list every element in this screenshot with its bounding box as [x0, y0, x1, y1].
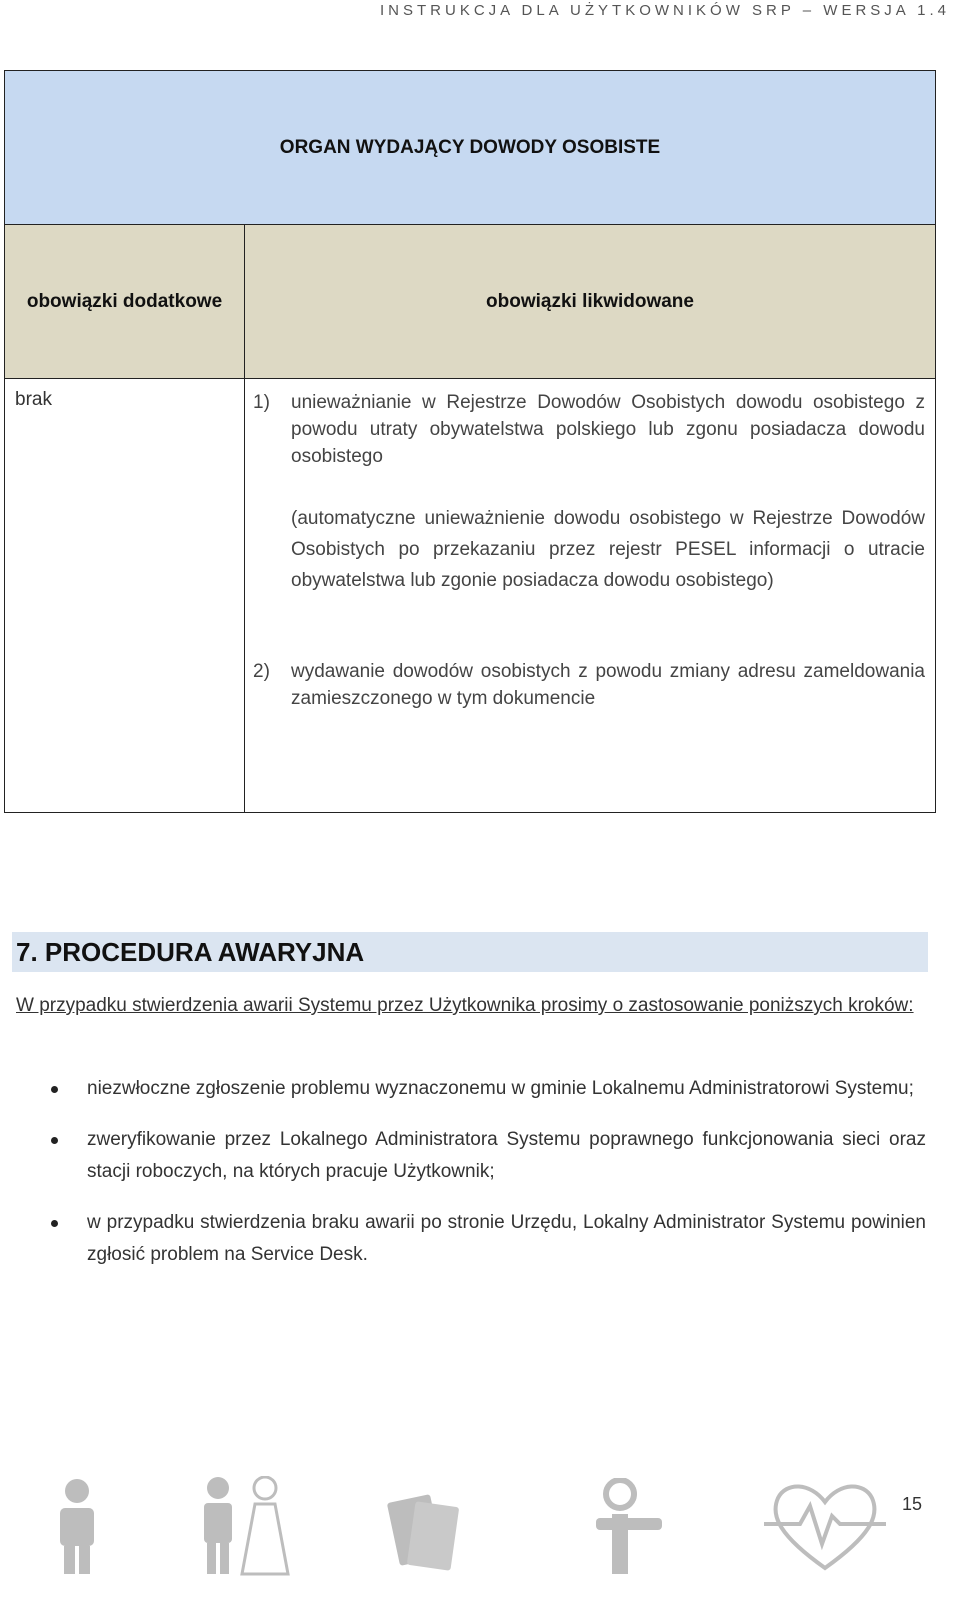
item-number: 2) [253, 661, 270, 682]
procedure-steps-list [16, 1073, 926, 1290]
heart-pulse-icon [760, 1476, 890, 1576]
table-title: ORGAN WYDAJĄCY DOWODY OSOBISTE [5, 71, 935, 225]
section-heading: 7. PROCEDURA AWARYJNA [16, 936, 365, 967]
item-text: wydawanie dowodów osobistych z powodu zmiany adresu zameldowania zamieszczonego w tym dokumencie [291, 661, 925, 709]
list-item: niezwłoczne zgłoszenie problemu wyznaczonemu w gminie Lokalnemu Administratorowi Systemu; [16, 1073, 926, 1105]
page-number: 15 [902, 1494, 923, 1514]
list-item: w przypadku stwierdzenia braku awarii po stronie Urzędu, Lokalny Administrator Systemu powinien zgłosić problem na Service Desk. [16, 1207, 926, 1271]
running-header: INSTRUKCJA DLA UŻYTKOWNIKÓW SRP – WERSJA 1.4 [380, 2, 950, 19]
list-item: zweryfikowanie przez Lokalnego Administratora Systemu poprawnego funkcjonowania sieci oraz stacji roboczych, na których pracuje Użytkownik; [16, 1124, 926, 1188]
duties-table [4, 70, 936, 813]
section-heading-bar [12, 932, 928, 972]
person-circle-icon [590, 1478, 670, 1574]
table-row [5, 379, 935, 812]
table-header-row [5, 225, 935, 379]
additional-duties-cell: brak [5, 379, 245, 812]
couple-icon [200, 1476, 295, 1576]
item-note: (automatyczne unieważnienie dowodu osobistego w Rejestrze Dowodów Osobistych po przekazaniu przez rejestr PESEL informacji o utracie obywatelstwa lub zgonie posiadacza dowodu osobistego) [291, 508, 925, 591]
column-header-additional: obowiązki dodatkowe [5, 225, 245, 378]
list-item [253, 658, 925, 712]
removed-duties-cell [245, 379, 935, 812]
item-text: unieważnianie w Rejestrze Dowodów Osobistych dowodu osobistego z powodu utraty obywatelstwa polskiego lub zgonu posiadacza dowodu osobistego [291, 392, 925, 467]
list-item [253, 389, 925, 470]
footer-decoration [50, 1470, 890, 1580]
person-icon [54, 1478, 100, 1574]
item-number: 1) [253, 392, 270, 413]
column-header-removed: obowiązki likwidowane [486, 290, 694, 312]
section-intro: W przypadku stwierdzenia awarii Systemu przez Użytkownika prosimy o zastosowanie poniższych kroków: [16, 995, 914, 1016]
documents-icon [385, 1484, 465, 1576]
